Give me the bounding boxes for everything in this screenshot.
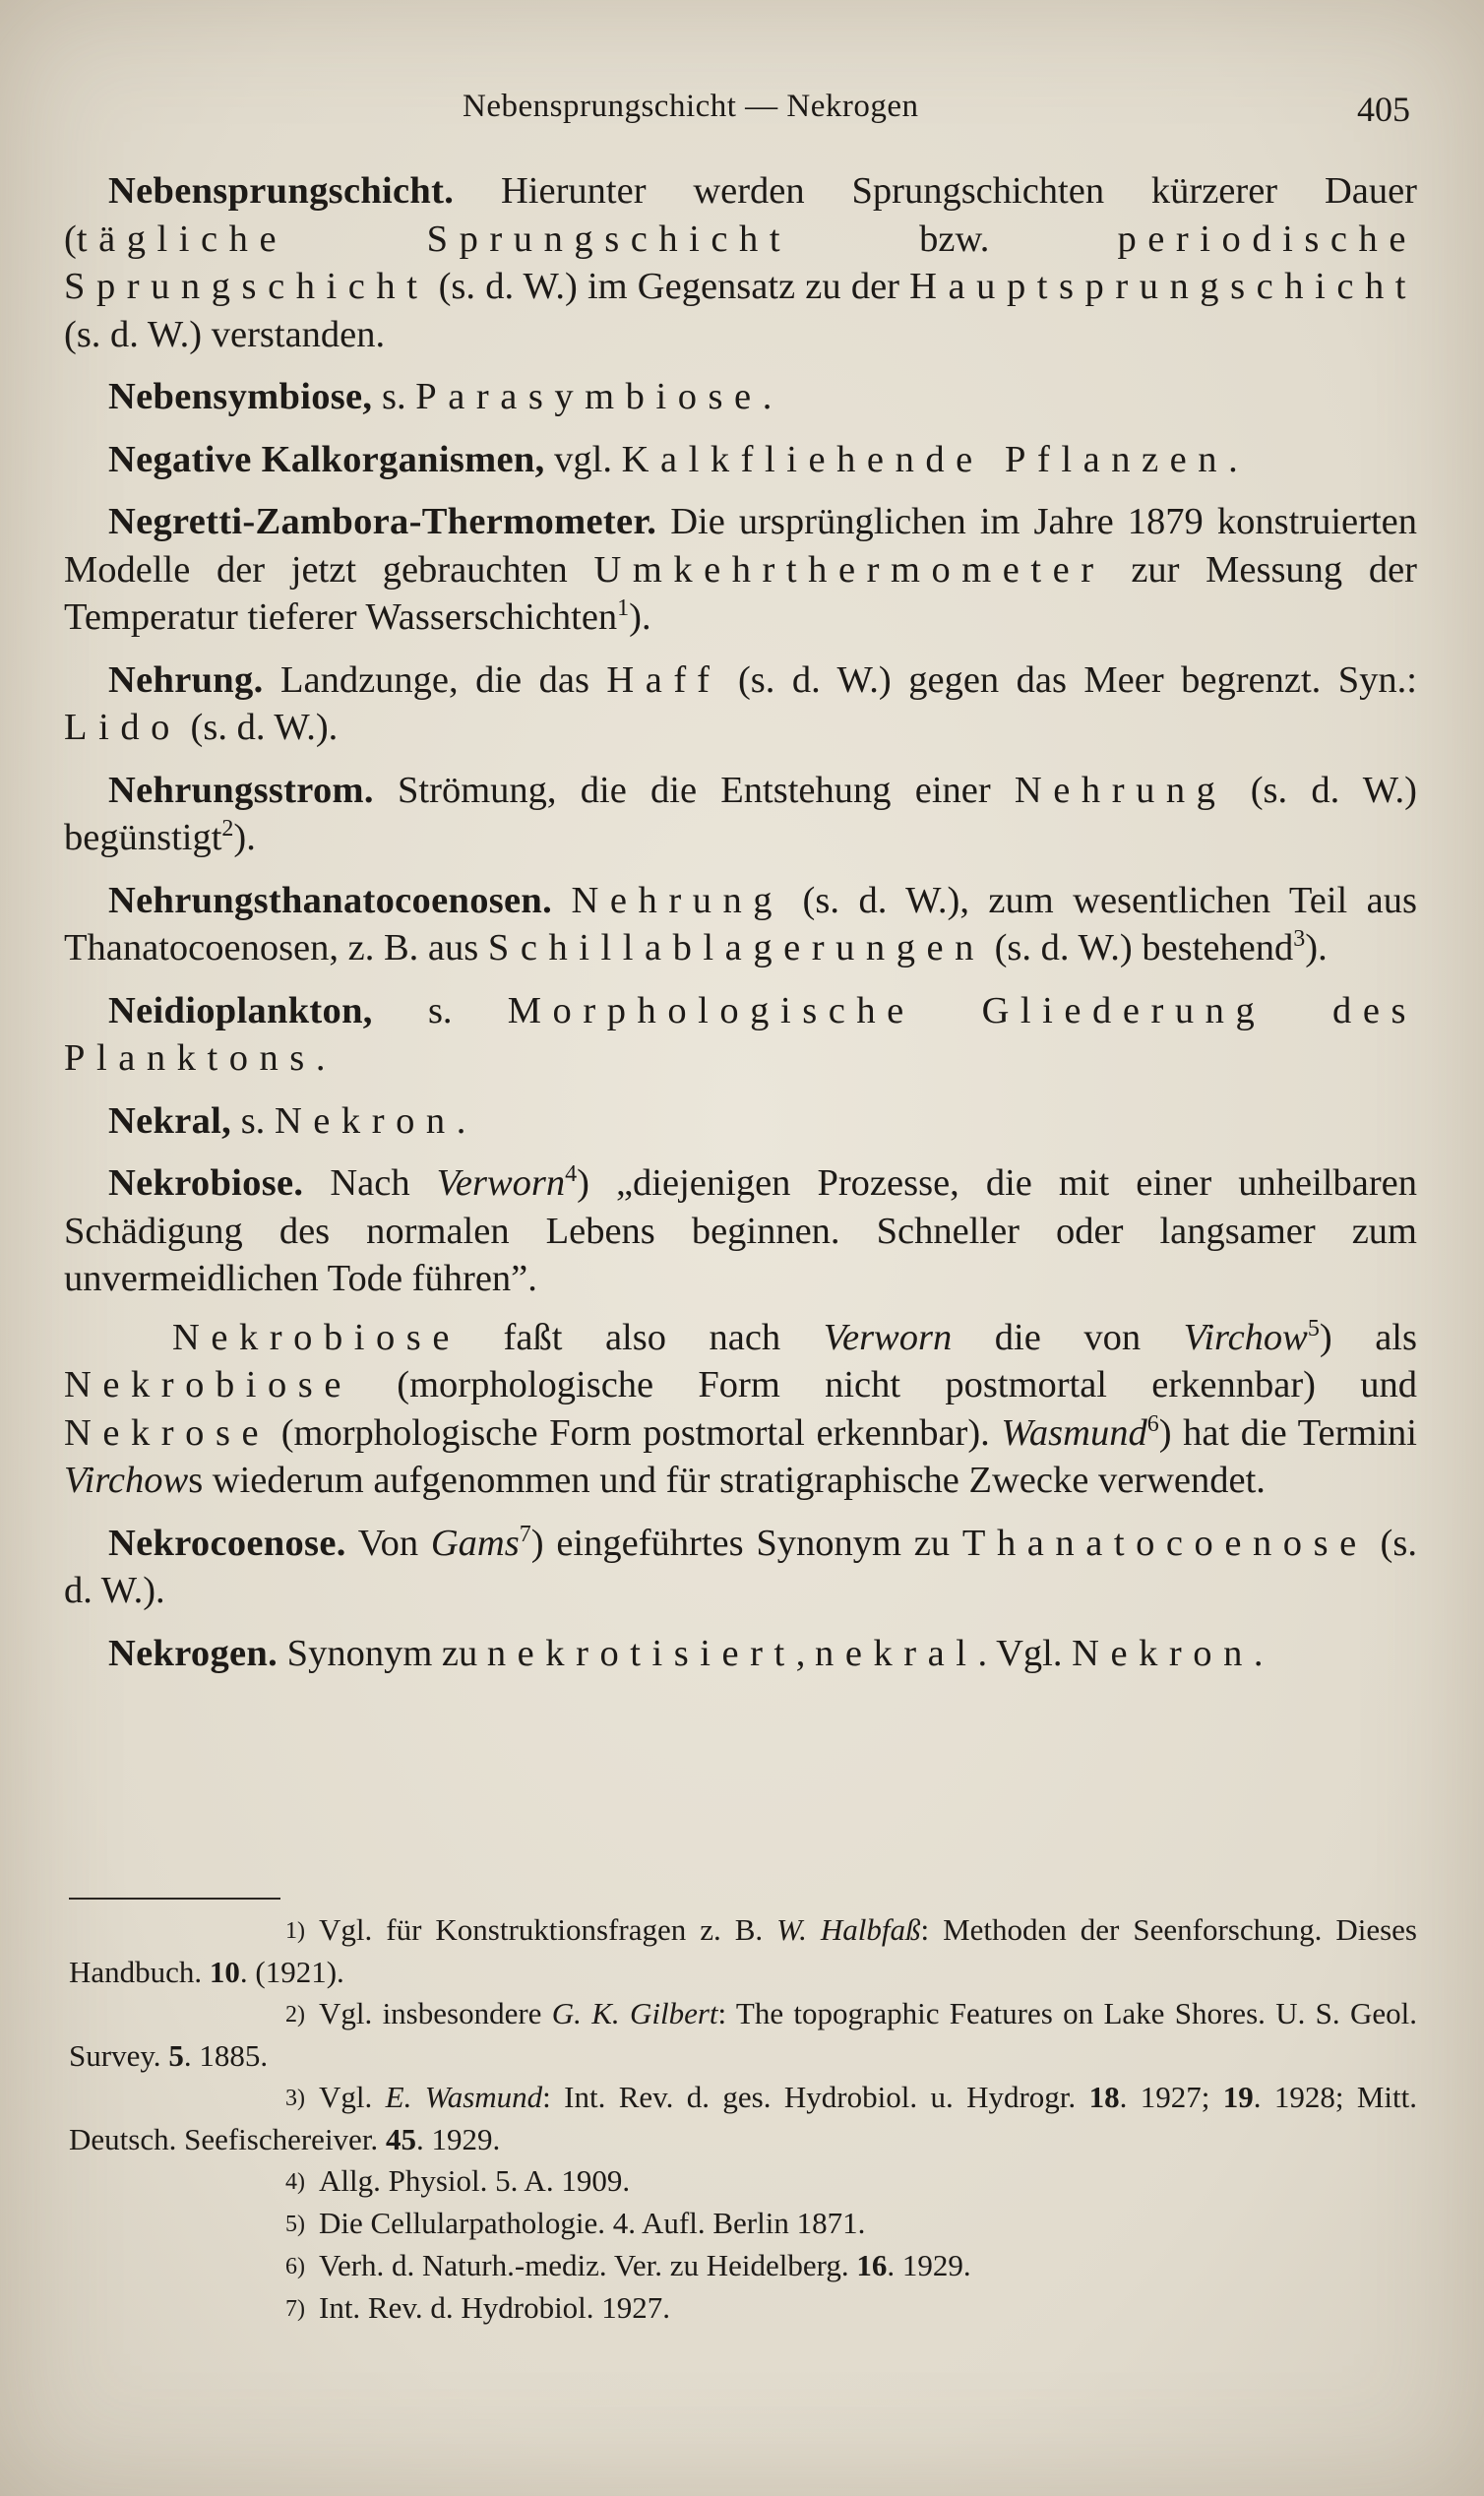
cross-reference: Umkehrthermometer bbox=[593, 548, 1105, 591]
cross-reference: Morphologische Gliederung des Planktons bbox=[64, 989, 1417, 1079]
entry-text: ) hat die Termini bbox=[1158, 1411, 1417, 1454]
footnote-3 bbox=[69, 2077, 1417, 2160]
entry-text: Landzunge, die das bbox=[263, 658, 607, 701]
cross-reference: Schillablagerungen bbox=[487, 927, 985, 968]
footnote-number: 6) bbox=[285, 2254, 305, 2279]
cross-reference: Nehrung bbox=[571, 879, 784, 921]
entry-nekrocoenose bbox=[64, 1520, 1417, 1615]
headword: Nekral, bbox=[108, 1099, 232, 1142]
cross-reference: periodische Sprungschicht bbox=[64, 218, 1417, 307]
footnote-number: 2) bbox=[285, 2002, 305, 2028]
headword: Negretti-Zambora-Thermometer. bbox=[108, 501, 657, 542]
author-name: Verworn bbox=[823, 1316, 953, 1358]
author-name: Wasmund bbox=[1001, 1411, 1147, 1454]
footnote-ref: 1 bbox=[617, 595, 630, 622]
cross-reference: Lido bbox=[64, 707, 181, 748]
headword: Nekrocoenose. bbox=[108, 1522, 346, 1564]
entry-text: s. bbox=[231, 1099, 275, 1142]
entry-text: Synonym zu bbox=[278, 1632, 487, 1674]
entry-text: Nach bbox=[303, 1162, 437, 1204]
author-name: Gams bbox=[430, 1522, 520, 1564]
volume-number: 16 bbox=[856, 2248, 888, 2282]
entry-text: . bbox=[1253, 1632, 1264, 1674]
headword: Neidioplankton, bbox=[108, 989, 373, 1031]
entry-text: . bbox=[456, 1099, 466, 1142]
headword: Nehrung. bbox=[108, 658, 264, 701]
footnote-ref: 2 bbox=[221, 816, 234, 842]
entry-text: (morphologische Form postmortal erkennbar). bbox=[270, 1411, 1002, 1454]
footnote-text: Die Cellularpathologie. 4. Aufl. Berlin 1871. bbox=[319, 2206, 866, 2240]
entry-text: (s. d. W.) bestehend bbox=[984, 927, 1294, 968]
cross-reference: Nekrobiose bbox=[64, 1364, 352, 1405]
entry-text: s wiederum aufgenommen und für stratigraphische Zwecke verwendet. bbox=[188, 1460, 1266, 1501]
entry-text: ). bbox=[1305, 927, 1328, 968]
footnotes bbox=[69, 1909, 1417, 2330]
entry-nekrogen bbox=[64, 1630, 1417, 1678]
headword: Nebensprungschicht. bbox=[108, 170, 455, 212]
footnote-number: 3) bbox=[285, 2086, 305, 2111]
entry-text: (s. d. W.), zum wesentlichen Teil aus Thanatocoenosen, z. B. aus bbox=[64, 879, 1418, 968]
entry-text: bzw. bbox=[791, 218, 1118, 260]
entry-text: (s. d. W.). bbox=[64, 1522, 1417, 1611]
footnote-number: 4) bbox=[285, 2169, 305, 2195]
entry-nehrungsstrom bbox=[64, 767, 1417, 862]
footnote-number: 1) bbox=[285, 1918, 305, 1944]
author-name: Verworn bbox=[436, 1162, 566, 1204]
cross-reference: Parasymbiose bbox=[415, 376, 763, 417]
footnote-number: 7) bbox=[285, 2296, 305, 2322]
entry-nekrobiose-continuation bbox=[64, 1314, 1417, 1505]
volume-number: 45 bbox=[385, 2122, 416, 2156]
footnote-text: . 1885. bbox=[183, 2038, 269, 2073]
entry-text: Strömung, die die Entstehung einer bbox=[373, 769, 1015, 811]
entry-text: (s. d. W.) verstanden. bbox=[64, 313, 386, 355]
entry-negative-kalkorganismen bbox=[64, 436, 1417, 484]
cross-reference: Nekrobiose bbox=[172, 1316, 461, 1358]
entry-text: zur Messung der Temperatur tieferer Wasserschichten bbox=[64, 548, 1417, 638]
footnote-divider bbox=[69, 1898, 280, 1900]
headword: Nehrungsthanatocoenosen. bbox=[108, 879, 553, 921]
cross-reference: Nehrung bbox=[1014, 769, 1227, 811]
author-name: G. K. Gilbert bbox=[551, 1996, 718, 2030]
entry-text: . Vgl. bbox=[977, 1632, 1073, 1674]
footnote-text: . 1928; Mitt. Deutsch. Seefischereiver. bbox=[69, 2080, 1417, 2156]
entry-text: die von bbox=[952, 1316, 1184, 1358]
footnote-7 bbox=[69, 2287, 1417, 2330]
footnote-text: Vgl. für Konstruktionsfragen z. B. bbox=[319, 1912, 777, 1947]
entry-text: . bbox=[762, 376, 773, 417]
author-name: Virchow bbox=[1183, 1316, 1308, 1358]
cross-reference: Hauptsprungschicht bbox=[909, 266, 1417, 307]
headword: Negative Kalkorganismen, bbox=[108, 438, 545, 480]
headword: Nehrungsstrom. bbox=[108, 769, 374, 811]
entry-text bbox=[552, 880, 571, 921]
entry-nehrung bbox=[64, 656, 1417, 752]
footnote-ref: 5 bbox=[1307, 1315, 1320, 1342]
volume-number: 5 bbox=[168, 2038, 184, 2073]
entry-text: (s. d. W.). bbox=[180, 707, 339, 748]
footnote-2 bbox=[69, 1993, 1417, 2077]
entry-text: s. bbox=[372, 376, 416, 417]
entry-text: ) als bbox=[1319, 1316, 1417, 1358]
footnote-number: 5) bbox=[285, 2212, 305, 2237]
headword: Nekrobiose. bbox=[108, 1162, 304, 1204]
entry-text: (s. d. W.) im Gegensatz zu der bbox=[428, 266, 910, 307]
footnote-text: Vgl. bbox=[319, 2080, 386, 2114]
footnote-text: : Int. Rev. d. ges. Hydrobiol. u. Hydrogr. bbox=[542, 2080, 1089, 2114]
entry-nekral bbox=[64, 1097, 1417, 1146]
cross-reference: tägliche Sprungschicht bbox=[76, 218, 792, 260]
entry-nekrobiose bbox=[64, 1159, 1417, 1303]
footnote-text: . (1921). bbox=[239, 1955, 344, 1989]
footnote-4 bbox=[69, 2160, 1417, 2203]
entry-negretti-zambora-thermometer bbox=[64, 498, 1417, 642]
footnote-5 bbox=[69, 2203, 1417, 2245]
footnote-ref: 6 bbox=[1146, 1410, 1159, 1437]
entry-text: Die ursprünglichen im Jahre 1879 konstruierten Modelle der jetzt gebrauchten bbox=[64, 501, 1417, 591]
entry-text: (s. d. W.) gegen das Meer begrenzt. Syn.: bbox=[720, 658, 1417, 701]
entry-nehrungsthanatocoenosen bbox=[64, 877, 1417, 972]
entry-text: s. bbox=[372, 989, 508, 1031]
entry-text: (morphologische Form nicht postmortal erkennbar) und bbox=[351, 1364, 1417, 1405]
volume-number: 19 bbox=[1222, 2080, 1254, 2114]
footnote-ref: 7 bbox=[519, 1521, 531, 1547]
headword: Nekrogen. bbox=[108, 1632, 278, 1674]
entry-text: vgl. bbox=[544, 438, 622, 480]
entry-text: Von bbox=[345, 1522, 431, 1564]
footnote-text: Vgl. insbesondere bbox=[319, 1996, 552, 2030]
cross-reference: Nekron bbox=[274, 1099, 457, 1142]
footnote-1 bbox=[69, 1909, 1417, 1993]
author-name: E. Wasmund bbox=[385, 2080, 543, 2114]
entry-text: ). bbox=[629, 596, 651, 638]
volume-number: 18 bbox=[1088, 2080, 1120, 2114]
running-head bbox=[0, 89, 1484, 138]
entry-text: . bbox=[315, 1037, 326, 1079]
entry-nebensprungschicht bbox=[64, 167, 1417, 358]
footnote-text: . 1929. bbox=[415, 2122, 501, 2156]
headword: Nebensymbiose, bbox=[108, 376, 373, 417]
cross-reference: Thanatocoenose bbox=[961, 1522, 1368, 1564]
entry-text: faßt also nach bbox=[460, 1316, 824, 1358]
footnote-6 bbox=[69, 2245, 1417, 2287]
author-name: W. Halbfaß bbox=[776, 1912, 921, 1947]
entry-text: ). bbox=[233, 817, 256, 858]
dictionary-entries bbox=[64, 167, 1417, 1692]
cross-reference: nekral bbox=[815, 1632, 978, 1674]
volume-number: 10 bbox=[209, 1955, 240, 1989]
footnote-ref: 4 bbox=[565, 1161, 578, 1188]
footnote-text: Int. Rev. d. Hydrobiol. 1927. bbox=[319, 2290, 671, 2325]
entry-text: ) „diejenigen Prozesse, die mit einer unheilbaren Schädigung des normalen Lebens beginnen. Schneller oder langsamer zum unvermeidlichen Tode führen”. bbox=[64, 1162, 1417, 1299]
entry-text: ) eingeführtes Synonym zu bbox=[530, 1522, 962, 1564]
cross-reference: Kalkfliehende Pflanzen bbox=[621, 438, 1229, 480]
footnote-text: : The topographic Features on Lake Shores. U. S. Geol. Survey. bbox=[69, 1996, 1417, 2073]
cross-reference: Nekron bbox=[1072, 1632, 1254, 1674]
entry-text: , bbox=[795, 1632, 816, 1674]
entry-text: Hierunter werden Sprungschichten kürzerer Dauer ( bbox=[64, 170, 1417, 260]
footnote-text: Allg. Physiol. 5. A. 1909. bbox=[319, 2163, 631, 2198]
footnote-text: Verh. d. Naturh.-mediz. Ver. zu Heidelberg. bbox=[319, 2248, 857, 2282]
entry-neidioplankton bbox=[64, 987, 1417, 1083]
footnote-text: : Methoden der Seenforschung. Dieses Handbuch. bbox=[69, 1912, 1417, 1989]
entry-text: . bbox=[1228, 438, 1238, 480]
cross-reference: nekrotisiert bbox=[486, 1632, 796, 1674]
entry-nebensymbiose bbox=[64, 373, 1417, 421]
cross-reference: Haff bbox=[606, 658, 721, 701]
footnote-ref: 3 bbox=[1293, 926, 1306, 953]
page-number: 405 bbox=[1357, 90, 1410, 129]
footnote-text: . 1927; bbox=[1119, 2080, 1223, 2114]
entry-text: (s. d. W.) begünstigt bbox=[64, 769, 1418, 858]
author-name: Virchow bbox=[64, 1460, 189, 1501]
cross-reference: Nekrose bbox=[64, 1411, 271, 1454]
footnote-text: . 1929. bbox=[887, 2248, 971, 2282]
running-head-title: Nebensprungschicht — Nekrogen bbox=[463, 89, 919, 124]
